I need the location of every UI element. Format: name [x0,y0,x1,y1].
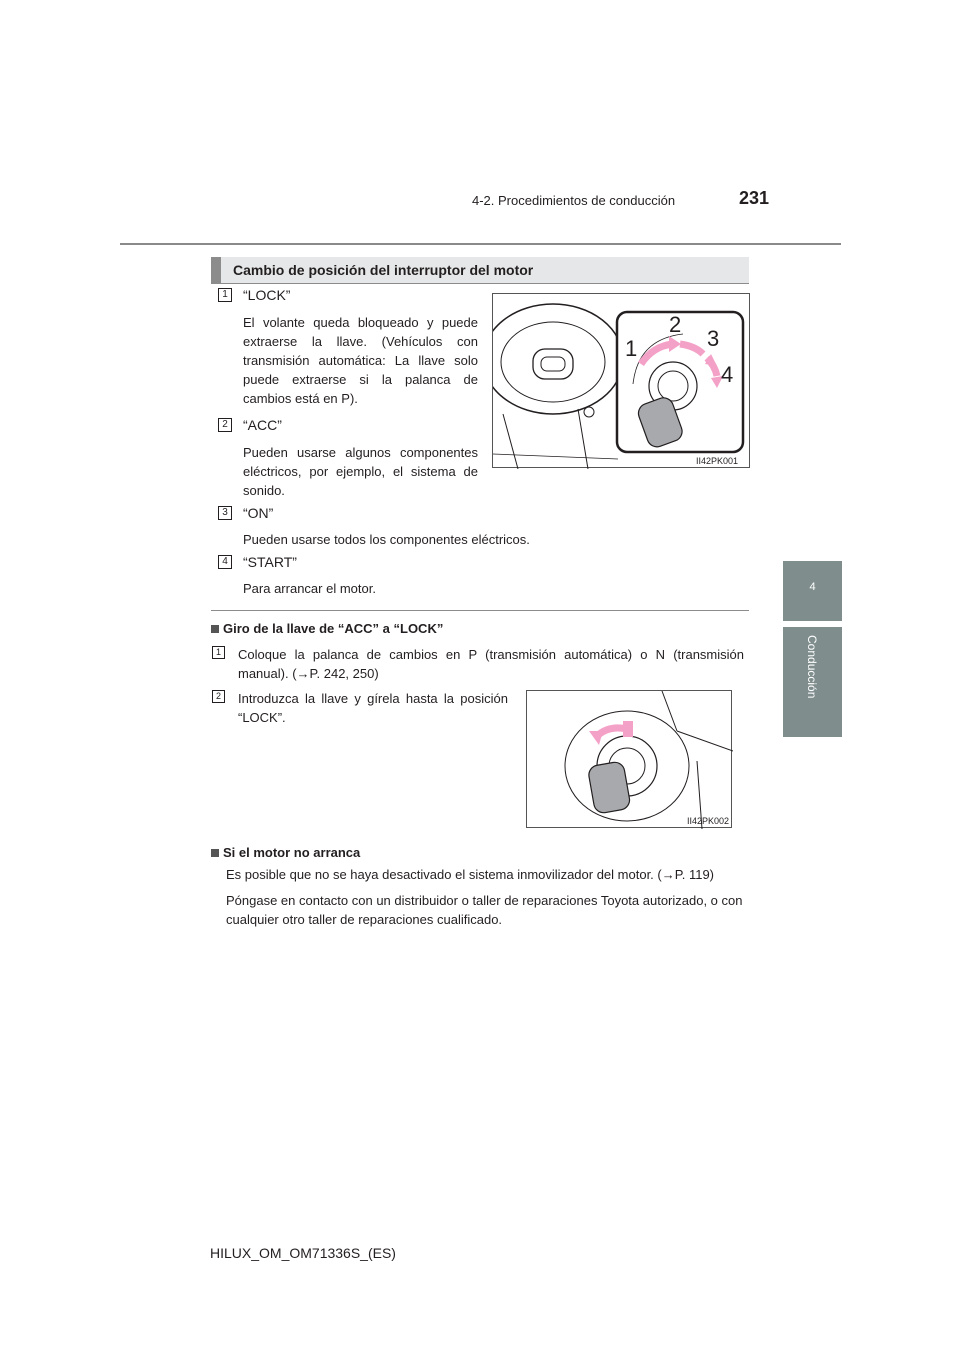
no-start-paragraph-2: Póngase en contacto con un distribuidor o taller de reparaciones Toyota autorizado, o con cualquier otro taller de reparaciones cualificado. [226,893,743,927]
figure-2-code: II42PK002 [687,816,730,826]
figure-turn-key-lock [526,690,732,828]
chapter-tab-label: Conducción [805,635,819,699]
ignition-illustration [493,294,751,469]
section-heading-text: Cambio de posición del interruptor del motor [233,262,534,278]
section-heading [211,257,749,283]
no-start-paragraph-1: Es posible que no se haya desactivado el sistema inmovilizador del motor. (→P. 119) [226,867,715,882]
footer-doc-id: HILUX_OM_OM71336S_(ES) [210,1245,396,1261]
position-title-lock: “LOCK” [243,287,291,303]
position-title-acc: “ACC” [243,417,282,433]
square-bullet-icon [211,849,219,857]
section-heading-rule [211,283,749,284]
callout-2: 2 [669,312,682,337]
position-title-start: “START” [243,554,297,570]
square-bullet-icon [211,625,219,633]
turn-key-heading: Giro de la llave de “ACC” a “LOCK” [211,621,443,636]
position-description-on: Pueden usarse todos los componentes eléctricos. [243,532,530,547]
header-rule [120,243,841,245]
callout-3: 3 [707,326,720,351]
position-number-1: 1 [218,288,232,302]
position-title-on: “ON” [243,505,274,521]
callout-1: 1 [625,336,638,361]
step-number-1: 1 [212,646,225,659]
figure-1-code: II42PK001 [696,456,739,466]
chapter-tab [783,627,842,737]
position-description-start: Para arrancar el motor. [243,581,376,596]
step-number-2: 2 [212,690,225,703]
position-number-2: 2 [218,418,232,432]
position-description-acc: Pueden usarse algunos componentes eléctricos, por ejemplo, el sistema de sonido. [243,445,478,498]
header-section-title: 4-2. Procedimientos de conducción [472,193,676,208]
figure-ignition-positions [492,293,750,468]
position-description-lock: El volante queda bloqueado y puede extraerse la llave. (Vehículos con transmisión automática: La llave solo puede extraerse si la palanca de cambios está en P). [243,315,478,406]
position-number-3: 3 [218,506,232,520]
section-divider [211,610,749,611]
page-number: 231 [739,188,770,208]
callout-4: 4 [721,362,734,387]
turn-key-illustration [527,691,733,829]
step-text-1: Coloque la palanca de cambios en P (transmisión automática) o N (transmisión manual). (→P. 242, 250) [238,647,744,681]
position-number-4: 4 [218,555,232,569]
chapter-tab-number: 4 [783,561,842,621]
step-text-2: Introduzca la llave y gírela hasta la posición “LOCK”. [238,691,508,725]
no-start-heading: Si el motor no arranca [211,845,360,860]
